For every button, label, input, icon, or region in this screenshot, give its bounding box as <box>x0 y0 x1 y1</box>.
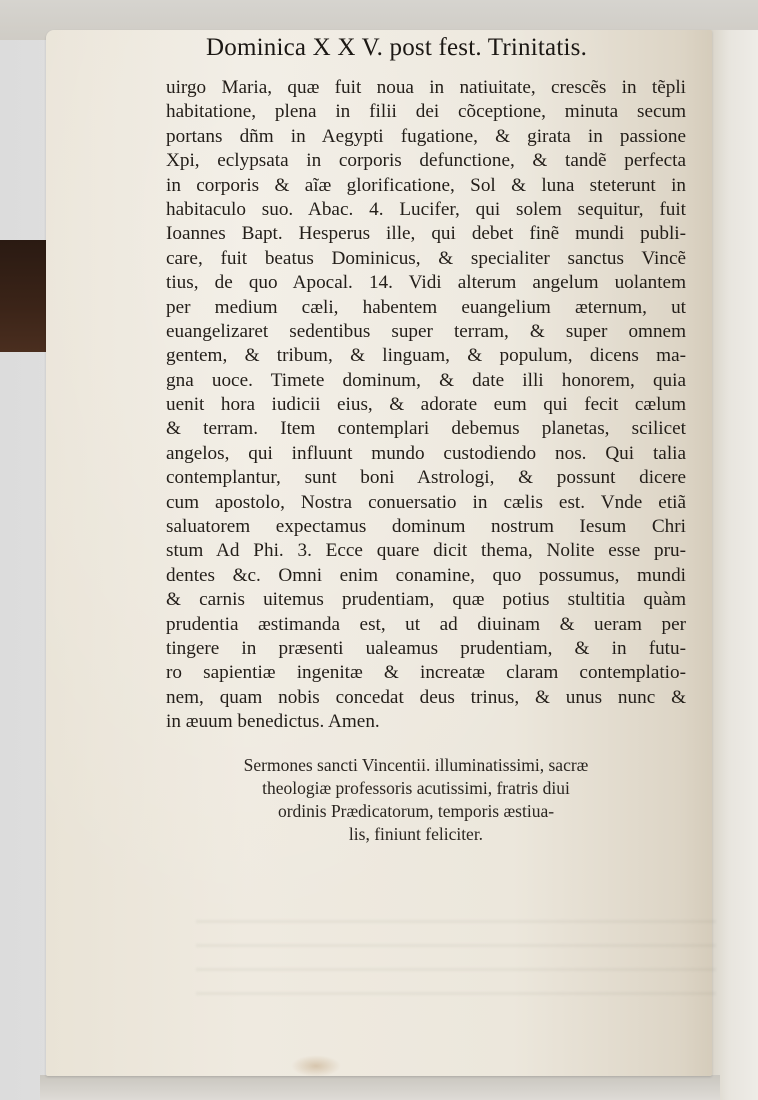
text-line: per medium cæli, habentem euangelium æternum, ut <box>166 296 686 318</box>
text-line: euangelizaret sedentibus super terram, & super omnem <box>166 320 686 342</box>
text-line: ro sapientiæ ingenitæ & increatæ claram contemplatio- <box>166 662 686 684</box>
text-line: Xpi, eclypsata in corporis defunctione, & tandẽ perfecta <box>166 150 686 172</box>
text-line: prudentia æstimanda est, ut ad diuinam & ueram per <box>166 613 686 635</box>
colophon-line: theologiæ professoris acutissimi, fratris diui <box>262 778 570 798</box>
paper-stain <box>291 1055 341 1077</box>
text-line: uirgo Maria, quæ fuit noua in natiuitate, crescẽs in tẽpli <box>166 77 686 98</box>
text-line: habitatione, plena in filii dei cõceptione, minuta secum <box>166 101 686 123</box>
next-leaf-edge <box>710 30 758 1100</box>
colophon-line: Sermones sancti Vincentii. illuminatissimi, sacræ <box>243 755 589 775</box>
text-line: dentes &c. Omni enim conamine, quo possumus, mundi <box>166 564 686 586</box>
show-through-text <box>196 920 716 1010</box>
text-line: & carnis uitemus prudentiam, quæ potius stultitia quàm <box>166 589 686 611</box>
text-line: angelos, qui influunt mundo custodiendo nos. Qui talia <box>166 442 686 464</box>
text-line: gna uoce. Timete dominum, & date illi honorem, quia <box>166 369 686 391</box>
text-line: cum apostolo, Nostra conuersatio in cælis est. Vnde etiã <box>166 491 686 513</box>
book-page <box>46 30 712 1076</box>
text-line: gentem, & tribum, & linguam, & populum, dicens ma- <box>166 345 686 367</box>
text-line: habitaculo suo. Abac. 4. Lucifer, qui solem sequitur, fuit <box>166 198 686 220</box>
colophon-line: ordinis Prædicatorum, temporis æstiua- <box>277 801 555 821</box>
text-line: uenit hora iudicii eius, & adorate eum qui fecit cælum <box>166 394 686 416</box>
running-header: Dominica X X V. post fest. Trinitatis. <box>206 34 588 61</box>
text-line: tius, de quo Apocal. 14. Vidi alterum angelum uolantem <box>166 272 686 294</box>
colophon <box>176 754 656 846</box>
text-line: in æuum benedictus. Amen. <box>166 711 380 733</box>
text-line: in corporis & aĩæ glorificatione, Sol & luna steterunt in <box>166 174 686 196</box>
page-shadow <box>40 1075 720 1100</box>
leather-strap <box>0 240 52 352</box>
colophon-line: lis, finiunt feliciter. <box>348 824 484 844</box>
text-line: saluatorem expectamus dominum nostrum Iesum Chri <box>166 516 686 538</box>
text-line: contemplantur, sunt boni Astrologi, & possunt dicere <box>166 467 686 489</box>
text-line: portans dñm in Aegypti fugatione, & girata in passione <box>166 125 686 147</box>
text-line: care, fuit beatus Dominicus, & specialiter sanctus Vincẽ <box>166 247 686 269</box>
text-line: Ioannes Bapt. Hesperus ille, qui debet finẽ mundi publi- <box>166 223 686 245</box>
text-line: nem, quam nobis concedat deus trinus, & unus nunc & <box>166 686 686 708</box>
text-line: & terram. Item contemplari debemus planetas, scilicet <box>166 418 686 440</box>
text-line: tingere in præsenti ualeamus prudentiam, & in futu- <box>166 637 686 659</box>
text-line: stum Ad Phi. 3. Ecce quare dicit thema, Nolite esse pru- <box>166 540 686 562</box>
sermon-text <box>166 76 686 735</box>
